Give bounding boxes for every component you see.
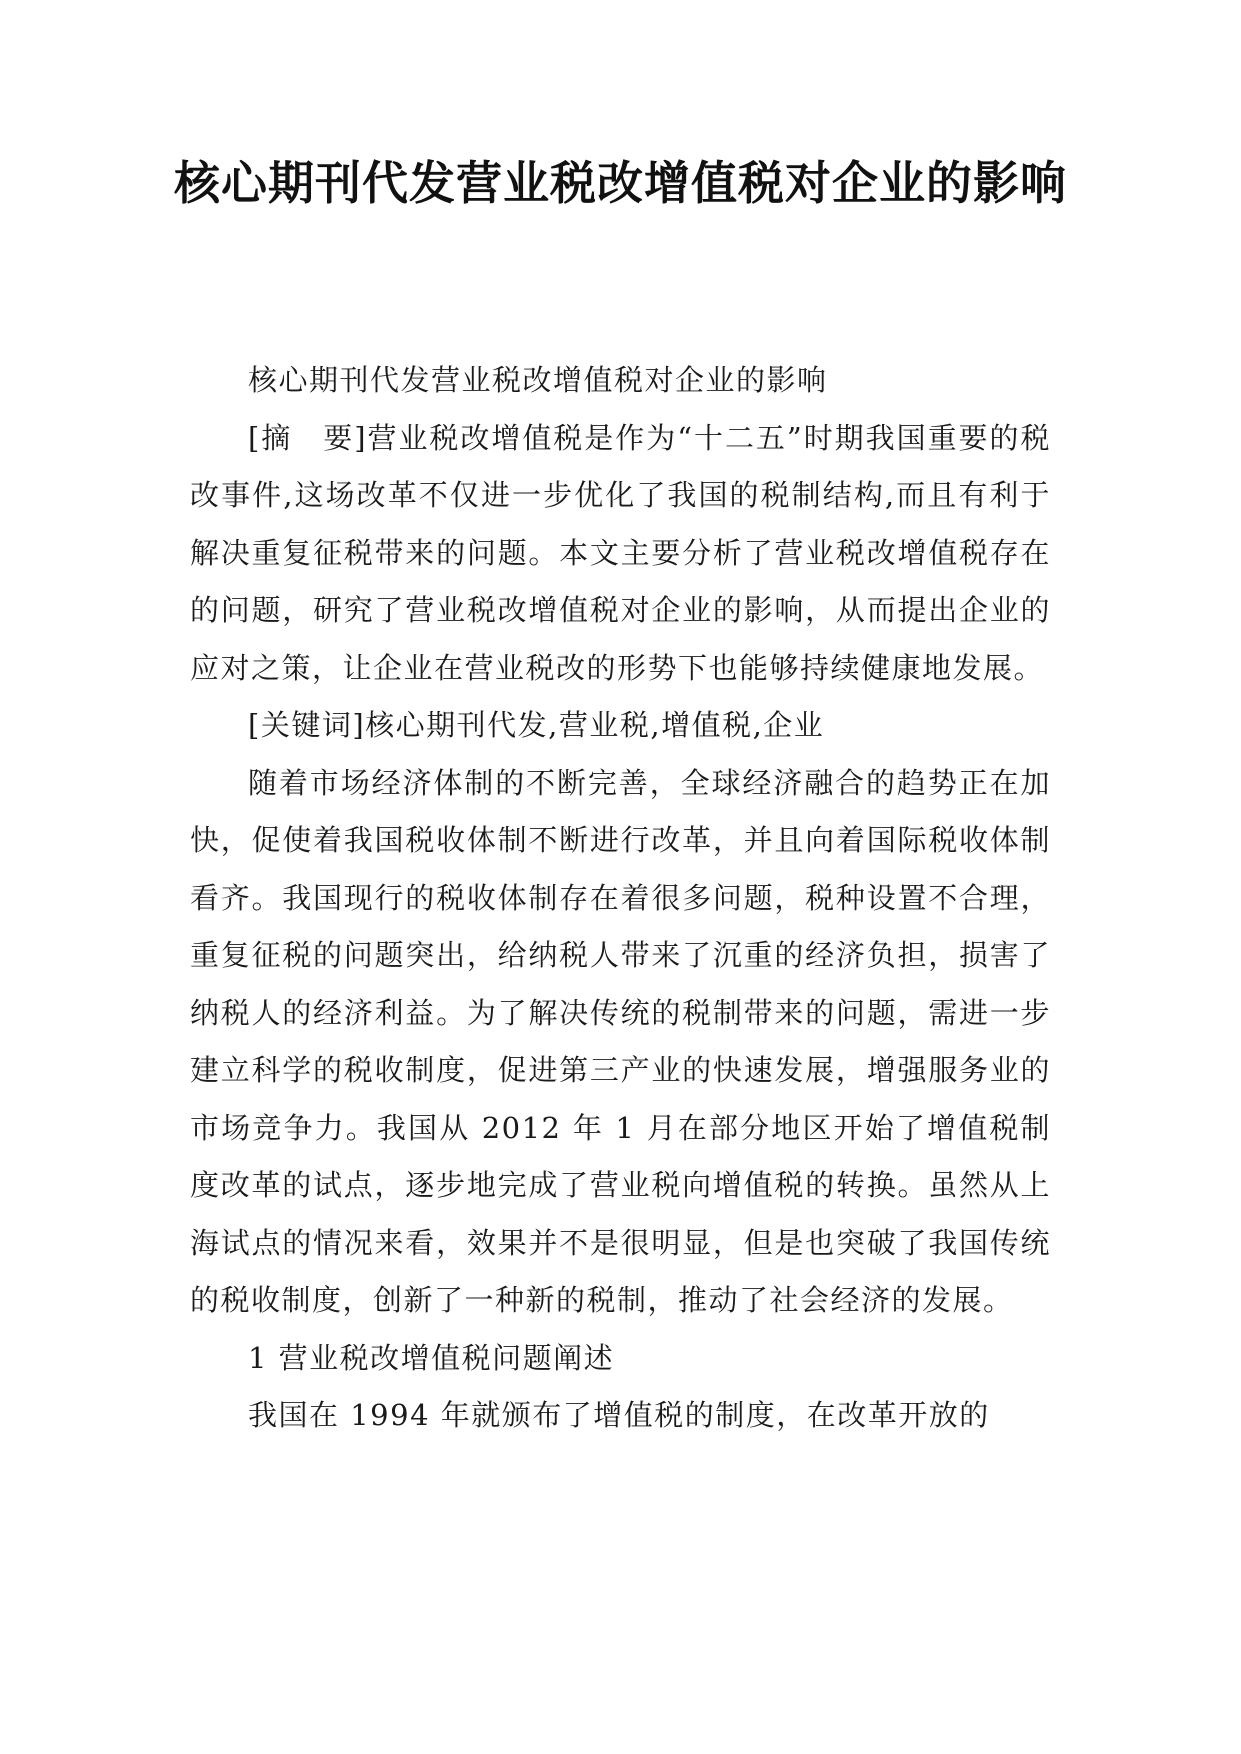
subtitle-paragraph: 核心期刊代发营业税改增值税对企业的影响 bbox=[248, 363, 828, 397]
section-heading: 1 营业税改增值税问题阐述 bbox=[248, 1340, 615, 1375]
intro-paragraph: 随着市场经济体制的不断完善，全球经济融合的趋势正在加快，促使着我国税收体制不断进行改革，并且向着国际税收体制看齐。我国现行的税收体制存在着很多问题，税种设置不合理，重复征税的问题突出，给纳税人带来了沉重的经济负担，损害了纳税人的经济利益。为了解决传统的税制带来的问题，需进一步建立科学的税收制度，促进第三产业的快速发展，增强服务业的市场竞争力。我国从 2012 年 1 月在部分地区开始了增值税制度改革的试点，逐步地完成了营业税向增值税的转换。虽然从上海试点的情况来看，效果并不是很明显，但是也突破了我国传统的税收制度，创新了一种新的税制，推动了社会经济的发展。 bbox=[190, 765, 1051, 1317]
section-paragraph: 我国在 1994 年就颁布了增值税的制度，在改革开放的 bbox=[248, 1398, 990, 1432]
document-title: 核心期刊代发营业税改增值税对企业的影响 bbox=[174, 156, 1067, 210]
document-body bbox=[190, 352, 1051, 1445]
keywords-paragraph: [关键词]核心期刊代发,营业税,增值税,企业 bbox=[248, 708, 825, 742]
abstract-paragraph: [摘 要]营业税改增值税是作为“十二五”时期我国重要的税改事件,这场改革不仅进一步优化了我国的税制结构,而且有利于解决重复征税带来的问题。本文主要分析了营业税改增值税存在的问题，研究了营业税改增值税对企业的影响，从而提出企业的应对之策，让企业在营业税改的形势下也能够持续健康地发展。 bbox=[190, 420, 1051, 685]
